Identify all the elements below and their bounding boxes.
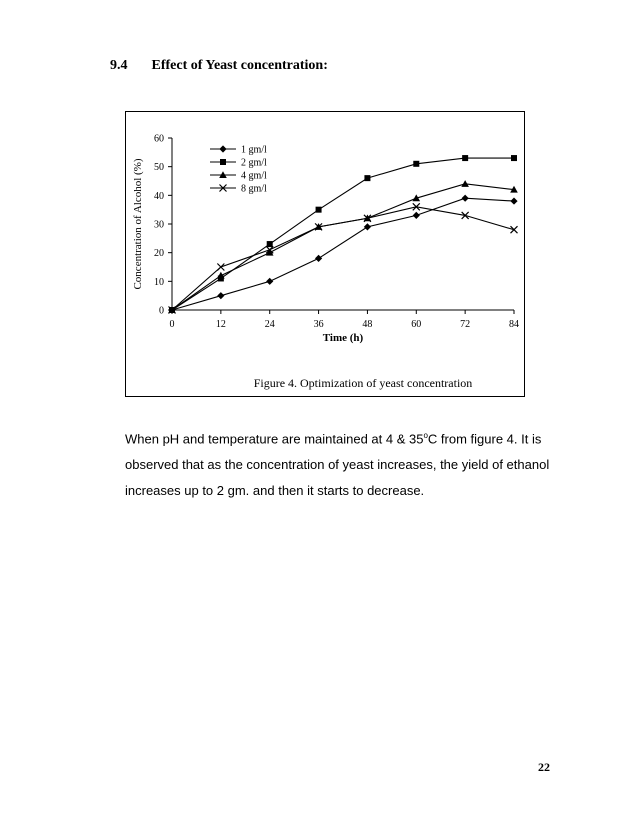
- data-point: [217, 264, 224, 271]
- x-axis-label: Time (h): [322, 332, 364, 344]
- legend-marker: [220, 159, 226, 165]
- series-line-3: [172, 184, 514, 310]
- section-heading: [110, 58, 328, 74]
- data-point: [364, 175, 370, 181]
- legend-marker: [219, 145, 226, 152]
- paragraph-line-2: observed that as the concentration of yeast increases, the yield of ethanol: [125, 457, 550, 473]
- data-point: [364, 223, 371, 230]
- series-line-2: [172, 158, 514, 310]
- x-tick-label: 24: [264, 319, 275, 330]
- x-tick-label: 60: [411, 319, 422, 330]
- page-number: 22: [538, 760, 550, 774]
- figure-caption: Figure 4. Optimization of yeast concentration: [253, 376, 473, 390]
- x-tick-label: 12: [215, 319, 226, 330]
- paragraph-line-1: When pH and temperature are maintained at 4 & 35$^o$C from figure 4. It is: [125, 431, 542, 447]
- y-tick-label: 40: [154, 190, 164, 202]
- section-number: 9.4: [110, 58, 128, 73]
- figure-4: [125, 111, 525, 397]
- data-point: [316, 207, 322, 213]
- y-tick-label: 0: [159, 305, 164, 317]
- data-point: [461, 180, 469, 187]
- y-tick-label: 60: [154, 133, 164, 145]
- data-point: [462, 195, 469, 202]
- data-point: [267, 241, 273, 247]
- y-tick-label: 10: [154, 276, 164, 288]
- data-point: [217, 292, 224, 299]
- y-tick-label: 50: [154, 162, 164, 174]
- body-paragraph: [125, 423, 550, 504]
- x-tick-label: 48: [362, 319, 373, 330]
- data-point: [413, 212, 420, 219]
- data-point: [462, 155, 468, 161]
- line-chart: [126, 112, 526, 398]
- y-tick-label: 30: [154, 219, 164, 231]
- x-tick-label: 72: [460, 319, 471, 330]
- x-tick-label: 84: [509, 319, 519, 330]
- data-point: [510, 197, 517, 204]
- data-point: [511, 155, 517, 161]
- legend-label: 8 gm/l: [241, 183, 267, 195]
- data-point: [315, 255, 322, 262]
- legend-label: 4 gm/l: [241, 170, 267, 182]
- data-point: [217, 272, 225, 279]
- section-title: Effect of Yeast concentration:: [151, 58, 328, 73]
- x-tick-label: 36: [313, 319, 324, 330]
- y-axis-label: Concentration of Alcohol (%): [132, 158, 144, 290]
- data-point: [413, 161, 419, 167]
- data-point: [511, 226, 518, 233]
- legend-label: 2 gm/l: [241, 157, 267, 169]
- x-tick-label: 0: [169, 319, 175, 330]
- y-tick-label: 20: [154, 248, 164, 260]
- data-point: [266, 278, 273, 285]
- paragraph-line-3: increases up to 2 gm. and then it starts to decrease.: [125, 483, 425, 499]
- legend-label: 1 gm/l: [241, 144, 267, 156]
